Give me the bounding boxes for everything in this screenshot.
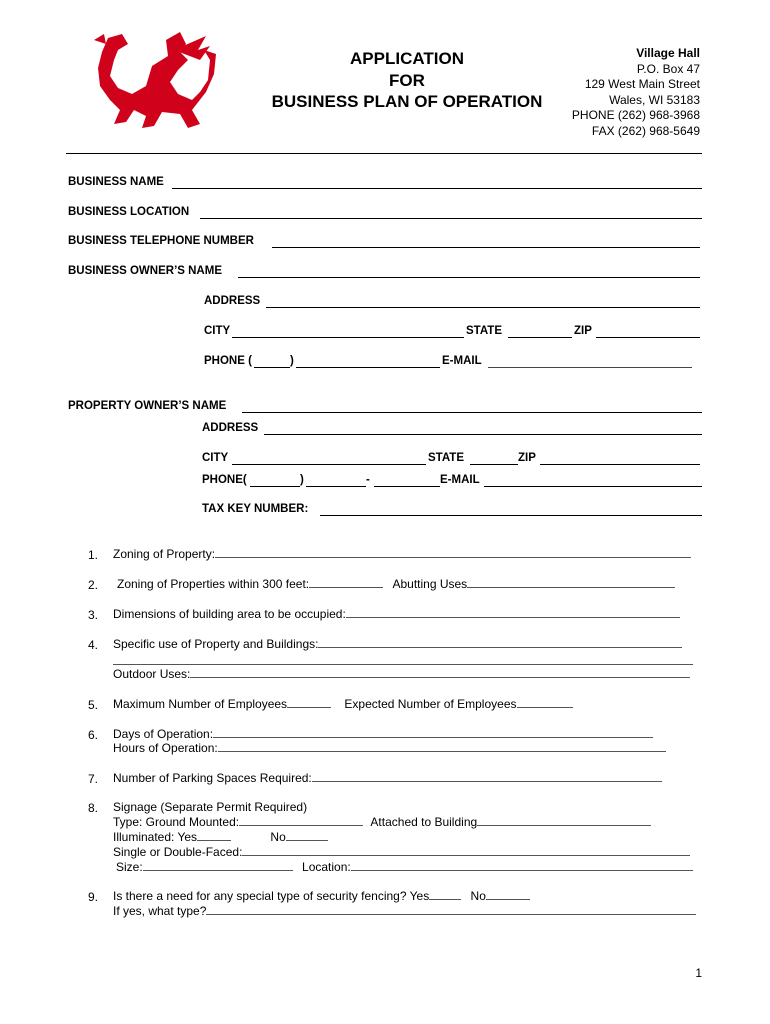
q2-abutting-field[interactable]: [467, 577, 675, 588]
property-email-label: E-MAIL: [440, 474, 480, 486]
business-owner-state-field[interactable]: [508, 337, 572, 338]
q9-type-field[interactable]: [206, 904, 696, 915]
property-phone-label: PHONE(: [202, 474, 247, 486]
business-owner-email-field[interactable]: [488, 367, 692, 368]
q4-outdoor: [113, 667, 690, 682]
tax-key-label: TAX KEY NUMBER:: [202, 503, 309, 515]
property-address-field[interactable]: [264, 434, 702, 435]
q6-days-field[interactable]: [213, 727, 653, 738]
business-owner-field[interactable]: [238, 277, 700, 278]
q6-days: [113, 727, 653, 742]
q2-zoning-field[interactable]: [309, 577, 383, 588]
business-owner-city-label: CITY: [204, 325, 231, 337]
q9-yes-field[interactable]: [429, 889, 461, 900]
q8-type-label: Type: Ground Mounted:: [113, 815, 240, 829]
form-title-line-2: FOR: [389, 71, 425, 90]
property-zip-label: ZIP: [518, 452, 536, 464]
street: 129 West Main Street: [584, 77, 700, 92]
q9-number: 9.: [88, 890, 99, 904]
q7-label: Number of Parking Spaces Required:: [113, 771, 312, 785]
q9-no-label: No: [470, 889, 486, 903]
business-owner-zip-label: ZIP: [574, 325, 592, 337]
address-block: [572, 46, 700, 140]
business-owner-phone-field[interactable]: [296, 367, 440, 368]
tax-key-field[interactable]: [320, 515, 702, 516]
q5-expected-label: Expected Number of Employees: [344, 697, 517, 711]
q8-signage: Signage (Separate Permit Required): [113, 800, 308, 814]
q4-field[interactable]: [318, 637, 682, 648]
q8-location-field[interactable]: [351, 860, 693, 871]
q8-no-label: No: [270, 830, 286, 844]
property-email-field[interactable]: [484, 486, 702, 487]
q2-label: Zoning of Properties within 300 feet:: [117, 577, 310, 591]
q8-location-label: Location:: [302, 860, 351, 874]
property-phone-number-field[interactable]: [374, 486, 440, 487]
property-address-label: ADDRESS: [202, 422, 259, 434]
page-number: 1: [695, 966, 702, 980]
q1-field[interactable]: [215, 547, 691, 558]
property-state-label: STATE: [428, 452, 464, 464]
q5-number: 5.: [88, 698, 99, 712]
business-telephone-field[interactable]: [272, 247, 700, 248]
q5-max-label: Maximum Number of Employees: [113, 697, 288, 711]
fax-number: FAX (262) 968-5649: [591, 123, 700, 138]
q9: [113, 889, 530, 904]
q1-number: 1.: [88, 548, 99, 562]
q8-faced-field[interactable]: [242, 845, 690, 856]
q8-size-label: Size:: [116, 860, 143, 874]
property-phone-dash: -: [366, 474, 370, 486]
q4-number: 4.: [88, 638, 99, 652]
property-city-field[interactable]: [232, 464, 426, 465]
property-phone-close: ): [300, 474, 304, 486]
q8-faced: [113, 845, 690, 860]
q8-illuminated: [113, 830, 328, 845]
business-owner-zip-field[interactable]: [596, 337, 700, 338]
phone-number: PHONE (262) 968-3968: [571, 108, 700, 123]
q6-number: 6.: [88, 728, 99, 742]
q8-type: [113, 815, 651, 830]
q3: [113, 607, 680, 622]
business-owner-email-label: E-MAIL: [442, 355, 482, 367]
q8-number: 8.: [88, 801, 99, 815]
q8-illuminated-label: Illuminated: Yes: [113, 830, 198, 844]
q3-label: Dimensions of building area to be occupied:: [113, 607, 346, 621]
property-state-field[interactable]: [470, 464, 518, 465]
q5-max-field[interactable]: [287, 697, 331, 708]
q8-attached-field[interactable]: [477, 815, 651, 826]
q2-number: 2.: [88, 578, 99, 592]
business-owner-address-label: ADDRESS: [204, 295, 261, 307]
business-owner-city-field[interactable]: [232, 337, 464, 338]
q5: [113, 697, 573, 712]
business-owner-label: BUSINESS OWNER’S NAME: [68, 265, 222, 277]
q8-ground-field[interactable]: [239, 815, 363, 826]
q8-size: [116, 860, 693, 875]
q4-label: Specific use of Property and Buildings:: [113, 637, 319, 651]
business-name-label: BUSINESS NAME: [68, 176, 164, 188]
business-location-label: BUSINESS LOCATION: [68, 206, 190, 218]
q7-number: 7.: [88, 772, 99, 786]
business-name-field[interactable]: [172, 188, 702, 189]
office-name: Village Hall: [636, 46, 700, 60]
form-title-line-3: BUSINESS PLAN OF OPERATION: [271, 92, 543, 111]
q8-size-field[interactable]: [143, 860, 293, 871]
q5-expected-field[interactable]: [517, 697, 573, 708]
q8-yes-field[interactable]: [197, 830, 231, 841]
property-owner-label: PROPERTY OWNER’S NAME: [68, 400, 227, 412]
form-title-line-1: APPLICATION: [350, 49, 464, 68]
q7: [113, 771, 662, 786]
q3-number: 3.: [88, 608, 99, 622]
q4: [113, 637, 682, 652]
welsh-dragon-icon: [88, 30, 218, 130]
business-owner-phone-close: ): [290, 355, 294, 367]
q1-label: Zoning of Property:: [113, 547, 216, 561]
business-owner-phone-area-field[interactable]: [254, 367, 290, 368]
q3-field[interactable]: [346, 607, 680, 618]
property-phone-prefix-field[interactable]: [306, 486, 366, 487]
q8-no-field[interactable]: [286, 830, 328, 841]
business-location-field[interactable]: [200, 218, 702, 219]
business-owner-address-field[interactable]: [266, 307, 700, 308]
q6-hours-field[interactable]: [218, 741, 666, 752]
property-zip-field[interactable]: [540, 464, 700, 465]
property-owner-field[interactable]: [242, 412, 702, 413]
business-telephone-label: BUSINESS TELEPHONE NUMBER: [68, 235, 254, 247]
q2-abutting-label: Abutting Uses: [392, 577, 468, 591]
q6-hours-label: Hours of Operation:: [113, 741, 218, 755]
po-box: P.O. Box 47: [636, 61, 700, 76]
q4-extra-line[interactable]: [113, 664, 693, 665]
q6-days-label: Days of Operation:: [113, 727, 214, 741]
q9-type-label: If yes, what type?: [113, 904, 207, 918]
business-owner-state-label: STATE: [466, 325, 502, 337]
header-divider: [66, 153, 702, 154]
q9-label: Is there a need for any special type of security fencing? Yes: [113, 889, 430, 903]
q1: [113, 547, 691, 562]
q8-faced-label: Single or Double-Faced:: [113, 845, 243, 859]
business-owner-phone-label: PHONE (: [204, 355, 252, 367]
city-state-zip: Wales, WI 53183: [609, 92, 700, 107]
q6-hours: [113, 741, 666, 756]
q8-attached-label: Attached to Building: [370, 815, 478, 829]
q2: [117, 577, 675, 592]
q4-outdoor-field[interactable]: [190, 667, 690, 678]
property-city-label: CITY: [202, 452, 229, 464]
property-phone-area-field[interactable]: [250, 486, 300, 487]
q9-type: [113, 904, 696, 919]
q7-field[interactable]: [312, 771, 662, 782]
q9-no-field[interactable]: [486, 889, 530, 900]
q4-outdoor-label: Outdoor Uses:: [113, 667, 191, 681]
